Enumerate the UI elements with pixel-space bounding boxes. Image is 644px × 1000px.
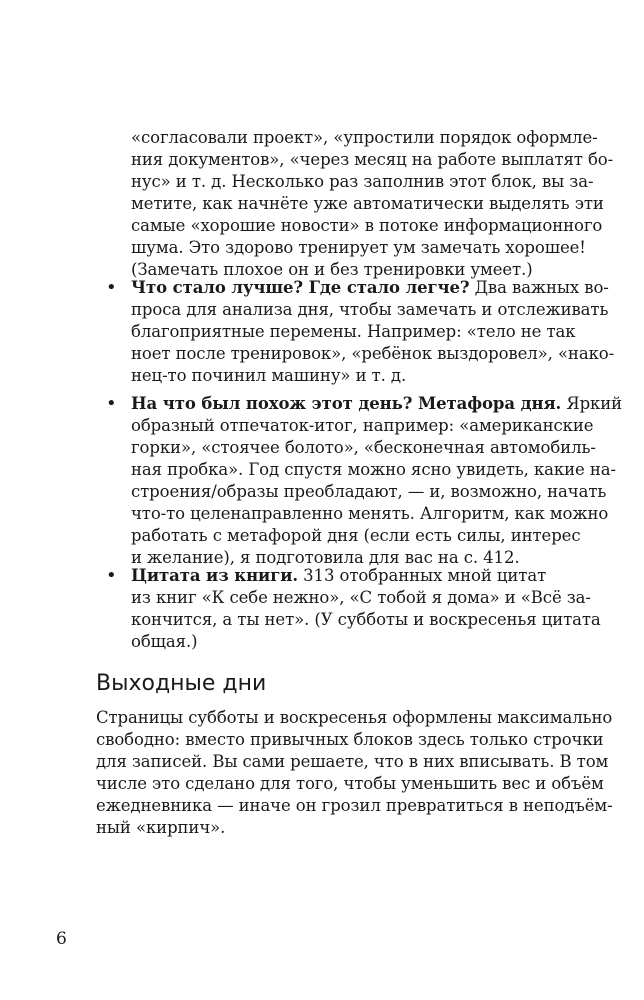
bullet-marker: • bbox=[106, 277, 117, 298]
text-line: ноет после тренировок», «ребёнок выздоровел», «нако- bbox=[131, 344, 615, 363]
text-line: самые «хорошие новости» в потоке информационного bbox=[131, 216, 603, 235]
text-line: для записей. Вы сами решаете, что в них вписывать. В том bbox=[96, 752, 609, 771]
section-heading: Выходные дни bbox=[96, 671, 267, 696]
text-line: нец-то починил машину» и т. д. bbox=[131, 366, 407, 385]
text-line: кончится, а ты нет». (У субботы и воскресенья цитата bbox=[131, 610, 601, 629]
bullet-marker: • bbox=[106, 565, 117, 586]
text-line: горки», «стоячее болото», «бесконечная автомобиль- bbox=[131, 438, 596, 457]
bullet-title: На что был похож этот день? Метафора дня. bbox=[131, 394, 562, 413]
text-line: свободно: вместо привычных блоков здесь только строчки bbox=[96, 730, 604, 749]
page-number: 6 bbox=[56, 929, 67, 949]
text-line: (Замечать плохое он и без тренировки умеет.) bbox=[131, 260, 533, 279]
text-line: образный отпечаток-итог, например: «американские bbox=[131, 416, 594, 435]
bullet-first-line bbox=[131, 393, 622, 415]
text-line: работать с метафорой дня (если есть силы, интерес bbox=[131, 526, 581, 545]
bullet-first-line bbox=[131, 565, 546, 587]
bullet-text: Два важных во- bbox=[469, 278, 609, 297]
bullet-text: Яркий bbox=[561, 394, 623, 413]
text-line: строения/образы преобладают, — и, возможно, начать bbox=[131, 482, 607, 501]
bullet-title: Цитата из книги. bbox=[131, 566, 298, 585]
text-line: числе это сделано для того, чтобы уменьшить вес и объём bbox=[96, 774, 604, 793]
text-line: что-то целенаправленно менять. Алгоритм, как можно bbox=[131, 504, 609, 523]
text-line: и желание), я подготовила для вас на с. 412. bbox=[131, 548, 520, 567]
text-line: из книг «К себе нежно», «С тобой я дома» и «Всё за- bbox=[131, 588, 591, 607]
text-line: ния документов», «через месяц на работе выплатят бо- bbox=[131, 150, 614, 169]
text-line: нус» и т. д. Несколько раз заполнив этот блок, вы за- bbox=[131, 172, 594, 191]
text-line: ежедневника — иначе он грозил превратиться в неподъём- bbox=[96, 796, 613, 815]
text-line: метите, как начнёте уже автоматически выделять эти bbox=[131, 194, 604, 213]
bullet-marker: • bbox=[106, 393, 117, 414]
bullet-first-line bbox=[131, 277, 609, 299]
bullet-text: 313 отобранных мной цитат bbox=[298, 566, 547, 585]
bullet-title: Что стало лучше? Где стало легче? bbox=[131, 278, 470, 297]
text-line: шума. Это здорово тренирует ум замечать хорошее! bbox=[131, 238, 586, 257]
text-line: проса для анализа дня, чтобы замечать и отслеживать bbox=[131, 300, 609, 319]
text-line: Страницы субботы и воскресенья оформлены максимально bbox=[96, 708, 613, 727]
text-line: ный «кирпич». bbox=[96, 818, 226, 837]
text-line: общая.) bbox=[131, 632, 198, 651]
text-line: благоприятные перемены. Например: «тело не так bbox=[131, 322, 576, 341]
text-line: «согласовали проект», «упростили порядок оформле- bbox=[131, 128, 598, 147]
text-line: ная пробка». Год спустя можно ясно увидеть, какие на- bbox=[131, 460, 616, 479]
